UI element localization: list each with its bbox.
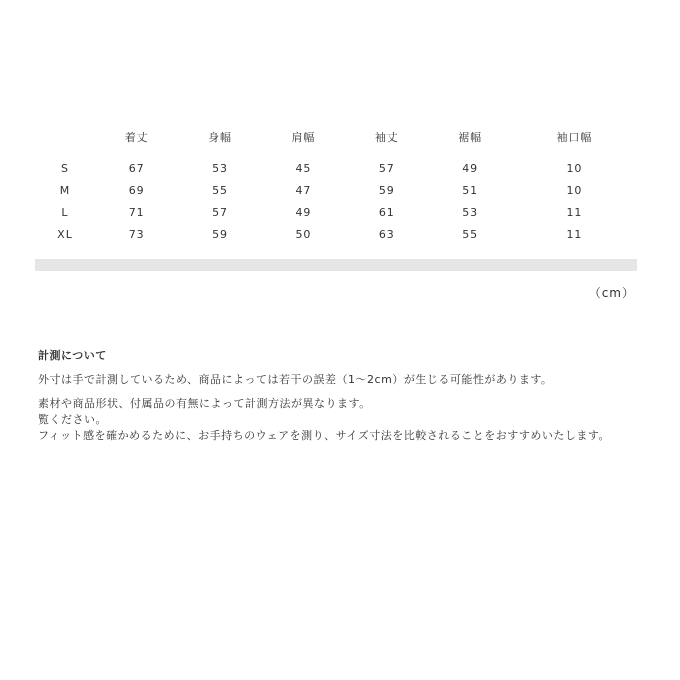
header-cell-length: 着丈 [124,131,149,144]
table-cell: 53 [462,205,479,219]
size-label: S [61,161,69,175]
notes-line: 覧ください。 [38,413,107,426]
table-row [35,223,637,245]
measurement-notes [38,348,638,444]
size-label: L [61,205,69,219]
table-cell: 10 [566,161,583,175]
notes-heading: 計測について [38,349,107,362]
size-table [35,125,637,245]
header-cell-shoulder-width: 肩幅 [291,131,316,144]
table-cell: 51 [462,183,479,197]
table-cell: 67 [128,161,145,175]
table-cell: 71 [128,205,145,219]
header-cell-blank [35,125,95,157]
size-label: XL [57,227,73,241]
table-cell: 45 [295,161,312,175]
table-cell: 47 [295,183,312,197]
notes-line: フィット感を確かめるために、お手持ちのウェアを測り、サイズ寸法を比較されることをおすすめいたします。 [38,429,611,442]
table-cell: 50 [295,227,312,241]
header-cell-body-width: 身幅 [208,131,233,144]
header-cell-hem-width: 裾幅 [458,131,483,144]
table-cell: 69 [128,183,145,197]
table-row [35,157,637,179]
table-row [35,179,637,201]
table-cell: 53 [212,161,229,175]
notes-line: 素材や商品形状、付属品の有無によって計測方法が異なります。 [38,397,371,410]
table-cell: 10 [566,183,583,197]
table-footer-divider [35,259,637,271]
header-cell-cuff-width: 袖口幅 [556,131,593,144]
table-cell: 11 [566,227,583,241]
table-cell: 57 [212,205,229,219]
size-table-header-row [35,125,637,157]
size-label: M [59,183,71,197]
table-cell: 59 [378,183,395,197]
table-cell: 63 [378,227,395,241]
table-cell: 61 [378,205,395,219]
table-cell: 49 [462,161,479,175]
table-cell: 73 [128,227,145,241]
header-cell-sleeve-length: 袖丈 [374,131,399,144]
table-cell: 49 [295,205,312,219]
table-cell: 11 [566,205,583,219]
table-cell: 55 [462,227,479,241]
table-cell: 57 [378,161,395,175]
notes-line: 外寸は手で計測しているため、商品によっては若干の誤差（1〜2cm）が生じる可能性があります。 [38,373,553,386]
table-cell: 59 [212,227,229,241]
table-row [35,201,637,223]
unit-note: （cm） [588,286,635,300]
table-cell: 55 [212,183,229,197]
